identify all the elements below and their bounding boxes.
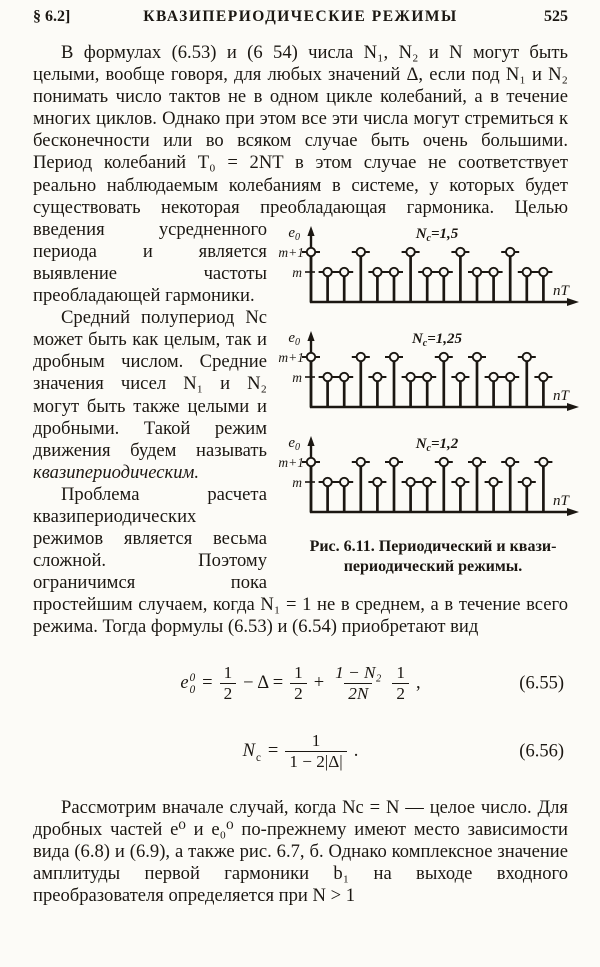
- plot-title: $N_c=1,2$: [415, 435, 459, 454]
- equation-number: (6.56): [519, 741, 564, 762]
- stem-marker-icon: [456, 373, 464, 381]
- equals-sign: =: [202, 673, 213, 694]
- plus-sign: +: [313, 673, 325, 694]
- e-superscript: 0: [189, 671, 196, 684]
- stem-marker-icon: [357, 248, 365, 256]
- y-tick-label-m: m: [292, 474, 302, 490]
- y-axis-label: $e_0$: [288, 434, 300, 453]
- e0-symbol: [180, 672, 195, 695]
- stem-marker-icon: [406, 373, 414, 381]
- n-sub-stack: [256, 741, 261, 764]
- stem-marker-icon: [307, 353, 315, 361]
- e-supsub-stack: [190, 673, 196, 696]
- stem-marker-icon: [523, 478, 531, 486]
- stem-marker-icon: [506, 248, 514, 256]
- x-axis-label: nT: [553, 282, 569, 299]
- stem-marker-icon: [440, 458, 448, 466]
- stem-marker-icon: [323, 373, 331, 381]
- fraction-nc: $\frac{1}{1 - 2|\Delta|}$: [285, 731, 346, 772]
- stem-marker-icon: [473, 458, 481, 466]
- y-axis-arrow-icon: [307, 436, 314, 446]
- stem-marker-icon: [390, 268, 398, 276]
- stem-marker-icon: [357, 353, 365, 361]
- figure-caption-line1: Рис. 6.11. Периодический и квази-: [309, 537, 557, 555]
- y-tick-label-m: m: [292, 369, 302, 385]
- section-number: § 6.2]: [33, 8, 71, 25]
- page-number: 525: [544, 8, 568, 25]
- minus-delta-equals: − Δ =: [243, 673, 284, 694]
- stem-marker-icon: [456, 248, 464, 256]
- equation-6-56: [33, 729, 568, 775]
- stem-marker-icon: [390, 458, 398, 466]
- figure-6-11: [277, 222, 589, 577]
- stem-marker-icon: [423, 268, 431, 276]
- stem-marker-icon: [357, 458, 365, 466]
- paragraph-1-text-after-figure: усредненного периода и является выявление частоты преобладающей гармоники.: [33, 218, 267, 307]
- stem-marker-icon: [539, 458, 547, 466]
- equation-6-55-body: [180, 663, 420, 704]
- stem-marker-icon: [373, 478, 381, 486]
- stem-marker-icon: [373, 268, 381, 276]
- stem-marker-icon: [539, 373, 547, 381]
- comma: ,: [416, 673, 421, 694]
- stem-plot-svg: [277, 222, 589, 318]
- y-axis-arrow-icon: [307, 331, 314, 341]
- running-title: КВАЗИПЕРИОДИЧЕСКИЕ РЕЖИМЫ: [143, 8, 458, 25]
- stem-marker-icon: [307, 458, 315, 466]
- stem-plot-nc-1-5: [277, 222, 589, 318]
- stem-marker-icon: [523, 268, 531, 276]
- paragraph-4: [33, 797, 568, 907]
- stem-marker-icon: [340, 478, 348, 486]
- figure-caption-line2: периодический режимы.: [343, 557, 523, 575]
- stem-marker-icon: [340, 373, 348, 381]
- stem-marker-icon: [473, 353, 481, 361]
- e-base: e: [180, 673, 189, 694]
- y-axis-label: $e_0$: [288, 224, 300, 243]
- stem-marker-icon: [323, 478, 331, 486]
- stem-marker-icon: [489, 478, 497, 486]
- y-tick-label-m: m: [292, 264, 302, 280]
- stem-marker-icon: [473, 268, 481, 276]
- paragraph-4-text: Рассмотрим вначале случай, когда Nс = N — целое число. Для дробных частей e⁰ и e₀⁰ по-прежнему имеют место зависимости вида (6.8) и (6.9), а также рис. 6.7, б. Однако комплексное значение амплитуды первой гармоники b₁ на выходе входного преобразователя определяется при N > 1: [33, 796, 568, 906]
- stem-marker-icon: [539, 268, 547, 276]
- page-header: [33, 8, 568, 26]
- n-base: N: [242, 741, 255, 762]
- paragraph-1-text-before-figure: В формулах (6.53) и (6 54) числа N₁, N₂ и N могут быть целыми, вообще говоря, для любых значений Δ, если под N₁ и N₂ понимать число тактов не в одном цикле колебаний, а в течение многих циклов. Однако при этом все эти числа могут стремиться к бесконечности или во всяком случае быть очень большими. Период колебаний T₀ = 2NT в этом случае не соответствует реально наблюдаемым колебаниям в системе, у которых будет существовать некоторая преобладающая гармоника. Целью введения: [33, 42, 568, 240]
- equation-6-56-body: [243, 731, 359, 772]
- x-axis-label: nT: [553, 387, 569, 404]
- paragraph-3-text: Проблема расчета квазипериодических режимов является весьма сложной. Поэтому ограничимся пока простейшим случаем, когда N₁ = 1 не в среднем, а в течение всего режима. Тогда формулы (6.53) и (6.54) приобретают вид: [33, 483, 568, 638]
- stem-marker-icon: [373, 373, 381, 381]
- y-axis-arrow-icon: [307, 226, 314, 236]
- stem-marker-icon: [506, 458, 514, 466]
- stem-plot-nc-1-2: [277, 432, 589, 528]
- nc-symbol: [243, 740, 261, 763]
- stem-marker-icon: [390, 353, 398, 361]
- fraction-one-half: $\frac{1}{2}$: [220, 663, 237, 704]
- stem-marker-icon: [406, 478, 414, 486]
- equals-sign: =: [267, 741, 279, 762]
- period: .: [353, 741, 359, 762]
- x-axis-label: nT: [553, 492, 569, 509]
- stem-marker-icon: [423, 478, 431, 486]
- stem-marker-icon: [440, 268, 448, 276]
- equation-number: (6.55): [519, 673, 564, 694]
- stem-marker-icon: [506, 373, 514, 381]
- stem-marker-icon: [406, 248, 414, 256]
- e-subscript: 0: [189, 683, 196, 696]
- x-axis-arrow-icon: [567, 403, 579, 411]
- y-tick-label-m1: m+1: [278, 454, 304, 470]
- paragraph-2-italic-term: квазипериодическим.: [33, 461, 200, 483]
- y-tick-label-m1: m+1: [278, 349, 304, 365]
- stem-marker-icon: [456, 478, 464, 486]
- fraction-one-half: $\frac{1}{2}$: [392, 663, 409, 704]
- n-subscript: с: [255, 751, 261, 764]
- x-axis-arrow-icon: [567, 508, 579, 516]
- equation-6-55: [33, 661, 568, 707]
- stem-plot-svg: [277, 327, 589, 423]
- y-tick-label-m1: m+1: [278, 244, 304, 260]
- fraction-one-half: $\frac{1}{2}$: [290, 663, 307, 704]
- stem-plot-nc-1-25: [277, 327, 589, 423]
- stem-marker-icon: [340, 268, 348, 276]
- figure-caption: [277, 537, 589, 577]
- stem-plot-svg: [277, 432, 589, 528]
- fraction-n2-term: $\frac{\text{1 − N₂}}{2N}$: [335, 663, 382, 704]
- plot-title: $N_c=1,25$: [411, 330, 463, 349]
- stem-marker-icon: [440, 353, 448, 361]
- plot-title: $N_c=1,5$: [415, 225, 459, 244]
- y-axis-label: $e_0$: [288, 329, 300, 348]
- stem-marker-icon: [423, 373, 431, 381]
- stem-marker-icon: [489, 268, 497, 276]
- stem-marker-icon: [307, 248, 315, 256]
- stem-marker-icon: [489, 373, 497, 381]
- paragraph-2-text: Средний полупериод Nс может быть как целым, так и дробным числом. Средние значения чисел N₁ и N₂ могут быть также целыми и дробными. Такой режим движения будем называть: [33, 307, 267, 461]
- x-axis-arrow-icon: [567, 298, 579, 306]
- stem-marker-icon: [523, 353, 531, 361]
- stem-marker-icon: [323, 268, 331, 276]
